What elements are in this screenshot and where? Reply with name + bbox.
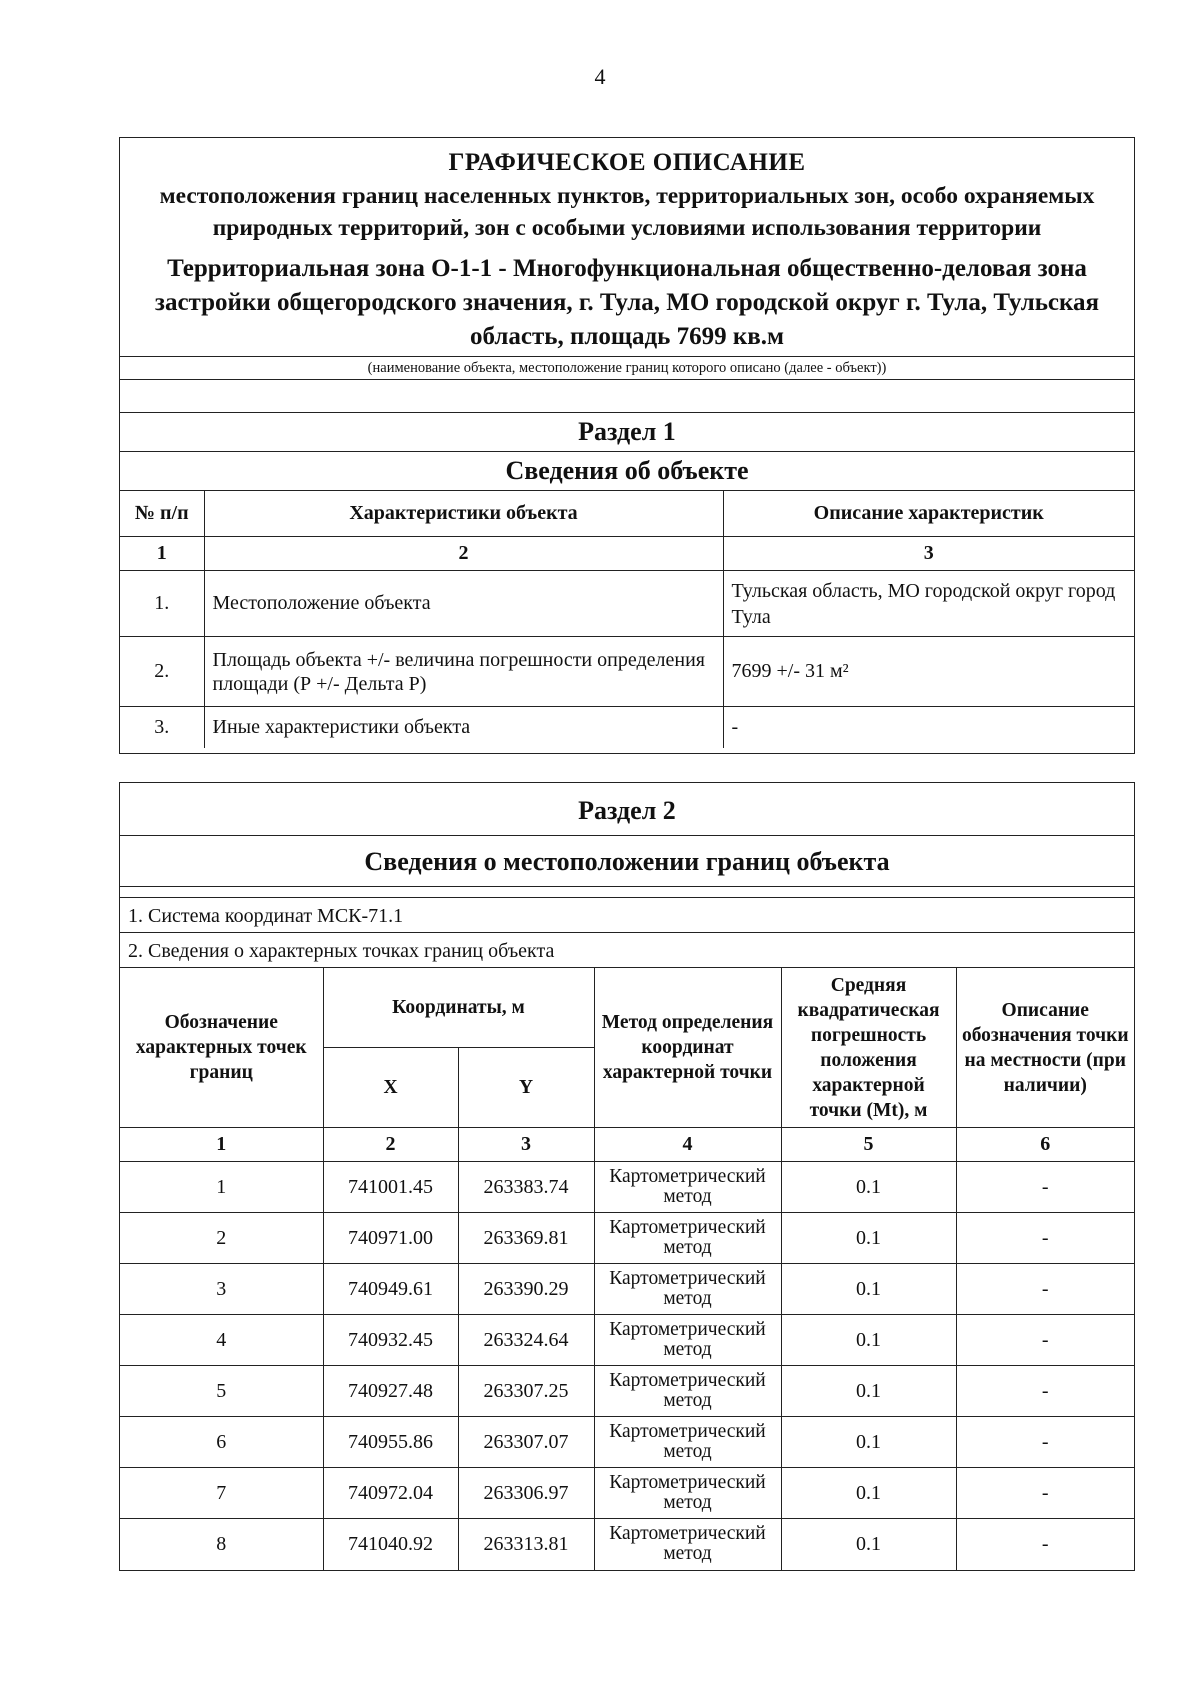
point-id: 4: [120, 1315, 323, 1366]
characteristic-value: -: [723, 707, 1134, 748]
section2-subtitle: Сведения о местоположении границ объекта: [364, 847, 890, 876]
characteristic-value: 7699 +/- 31 м²: [723, 637, 1134, 707]
point-id: 7: [120, 1468, 323, 1519]
y-header: Y: [458, 1048, 594, 1128]
document-subtitle: местоположения границ населенных пунктов, территориальных зон, особо охраняемых природных территорий, зон с особыми условиями использования территории: [159, 183, 1095, 241]
point-description: -: [956, 1417, 1134, 1468]
point-id: 8: [120, 1519, 323, 1570]
characteristic-value: Тульская область, МО городской округ город Тула: [723, 571, 1134, 637]
point-mt: 0.1: [781, 1315, 956, 1366]
table-header-row: [120, 968, 1134, 1048]
characteristic-name: Площадь объекта +/- величина погрешности определения площади (Р +/- Дельта Р): [204, 637, 723, 707]
section2-title: Раздел 2: [578, 796, 676, 825]
document-title: ГРАФИЧЕСКОЕ ОПИСАНИЕ: [448, 149, 806, 176]
x-header: X: [323, 1048, 458, 1128]
point-y: 263307.25: [458, 1366, 594, 1417]
point-method: Картометрический метод: [594, 1213, 781, 1264]
row-number: 2.: [120, 637, 204, 707]
point-method: Картометрический метод: [594, 1366, 781, 1417]
point-mt: 0.1: [781, 1366, 956, 1417]
section1-subtitle: Сведения об объекте: [505, 456, 749, 485]
table-row: [120, 637, 1134, 707]
table-row: [120, 1315, 1134, 1366]
page-number: 4: [594, 64, 606, 89]
column-number: 4: [594, 1128, 781, 1162]
characteristic-name: Иные характеристики объекта: [204, 707, 723, 748]
point-description: -: [956, 1519, 1134, 1570]
object-info-box: [119, 137, 1135, 754]
column-number-row: [120, 1128, 1134, 1162]
zone-name: Территориальная зона О-1-1 - Многофункциональная общественно-деловая зона застройки общегородского значения, г. Тула, МО городской округ г. Тула, Тульская область, площадь 7699 кв.м: [154, 255, 1100, 350]
coordinates-header: Координаты, м: [323, 968, 594, 1048]
table-row: [120, 1417, 1134, 1468]
column-number: 3: [458, 1128, 594, 1162]
point-x: 740955.86: [323, 1417, 458, 1468]
table-row: [120, 1519, 1134, 1570]
table-row: [120, 1213, 1134, 1264]
point-description: -: [956, 1213, 1134, 1264]
point-method: Картометрический метод: [594, 1468, 781, 1519]
column-number: 6: [956, 1128, 1134, 1162]
point-mt: 0.1: [781, 1264, 956, 1315]
point-y: 263390.29: [458, 1264, 594, 1315]
table-row: [120, 571, 1134, 637]
point-method: Картометрический метод: [594, 1519, 781, 1570]
boundary-info-box: [119, 782, 1135, 1571]
point-id: 3: [120, 1264, 323, 1315]
column-header: № п/п: [120, 491, 204, 537]
point-method: Картометрический метод: [594, 1162, 781, 1213]
point-description: -: [956, 1366, 1134, 1417]
table-row: [120, 707, 1134, 748]
point-y: 263313.81: [458, 1519, 594, 1570]
column-number-row: [120, 537, 1134, 571]
description-header: Описание обозначения точки на местности (при наличии): [956, 968, 1134, 1128]
point-y: 263307.07: [458, 1417, 594, 1468]
point-mt: 0.1: [781, 1468, 956, 1519]
point-x: 741001.45: [323, 1162, 458, 1213]
designation-header: Обозначение характерных точек границ: [120, 968, 323, 1128]
table-row: [120, 1264, 1134, 1315]
point-id: 5: [120, 1366, 323, 1417]
point-x: 740949.61: [323, 1264, 458, 1315]
point-x: 740927.48: [323, 1366, 458, 1417]
coordinate-system: 1. Система координат МСК-71.1: [128, 905, 404, 927]
point-mt: 0.1: [781, 1417, 956, 1468]
point-x: 740971.00: [323, 1213, 458, 1264]
column-number: 2: [204, 537, 723, 571]
section1-title: Раздел 1: [578, 417, 676, 446]
object-characteristics-table: [120, 490, 1134, 748]
point-mt: 0.1: [781, 1519, 956, 1570]
column-number: 3: [723, 537, 1134, 571]
method-header: Метод определения координат характерной точки: [594, 968, 781, 1128]
table-row: [120, 1468, 1134, 1519]
point-y: 263324.64: [458, 1315, 594, 1366]
characteristic-name: Местоположение объекта: [204, 571, 723, 637]
point-method: Картометрический метод: [594, 1264, 781, 1315]
point-method: Картометрический метод: [594, 1315, 781, 1366]
row-number: 3.: [120, 707, 204, 748]
row-number: 1.: [120, 571, 204, 637]
point-y: 263369.81: [458, 1213, 594, 1264]
point-mt: 0.1: [781, 1162, 956, 1213]
column-number: 1: [120, 537, 204, 571]
point-id: 6: [120, 1417, 323, 1468]
table-row: [120, 1162, 1134, 1213]
points-section-title: 2. Сведения о характерных точках границ объекта: [128, 940, 555, 962]
column-number: 5: [781, 1128, 956, 1162]
point-description: -: [956, 1264, 1134, 1315]
column-header: Характеристики объекта: [204, 491, 723, 537]
object-caption: (наименование объекта, местоположение границ которого описано (далее - объект)): [367, 360, 887, 376]
point-x: 741040.92: [323, 1519, 458, 1570]
point-id: 2: [120, 1213, 323, 1264]
error-header: Средняя квадратическая погрешность положения характерной точки (Mt), м: [781, 968, 956, 1128]
point-y: 263306.97: [458, 1468, 594, 1519]
table-row: [120, 1366, 1134, 1417]
point-x: 740932.45: [323, 1315, 458, 1366]
point-y: 263383.74: [458, 1162, 594, 1213]
point-x: 740972.04: [323, 1468, 458, 1519]
point-description: -: [956, 1162, 1134, 1213]
point-id: 1: [120, 1162, 323, 1213]
table-header-row: [120, 491, 1134, 537]
column-number: 1: [120, 1128, 323, 1162]
boundary-points-table: [120, 967, 1134, 1570]
point-method: Картометрический метод: [594, 1417, 781, 1468]
point-mt: 0.1: [781, 1213, 956, 1264]
column-header: Описание характеристик: [723, 491, 1134, 537]
point-description: -: [956, 1315, 1134, 1366]
point-description: -: [956, 1468, 1134, 1519]
column-number: 2: [323, 1128, 458, 1162]
